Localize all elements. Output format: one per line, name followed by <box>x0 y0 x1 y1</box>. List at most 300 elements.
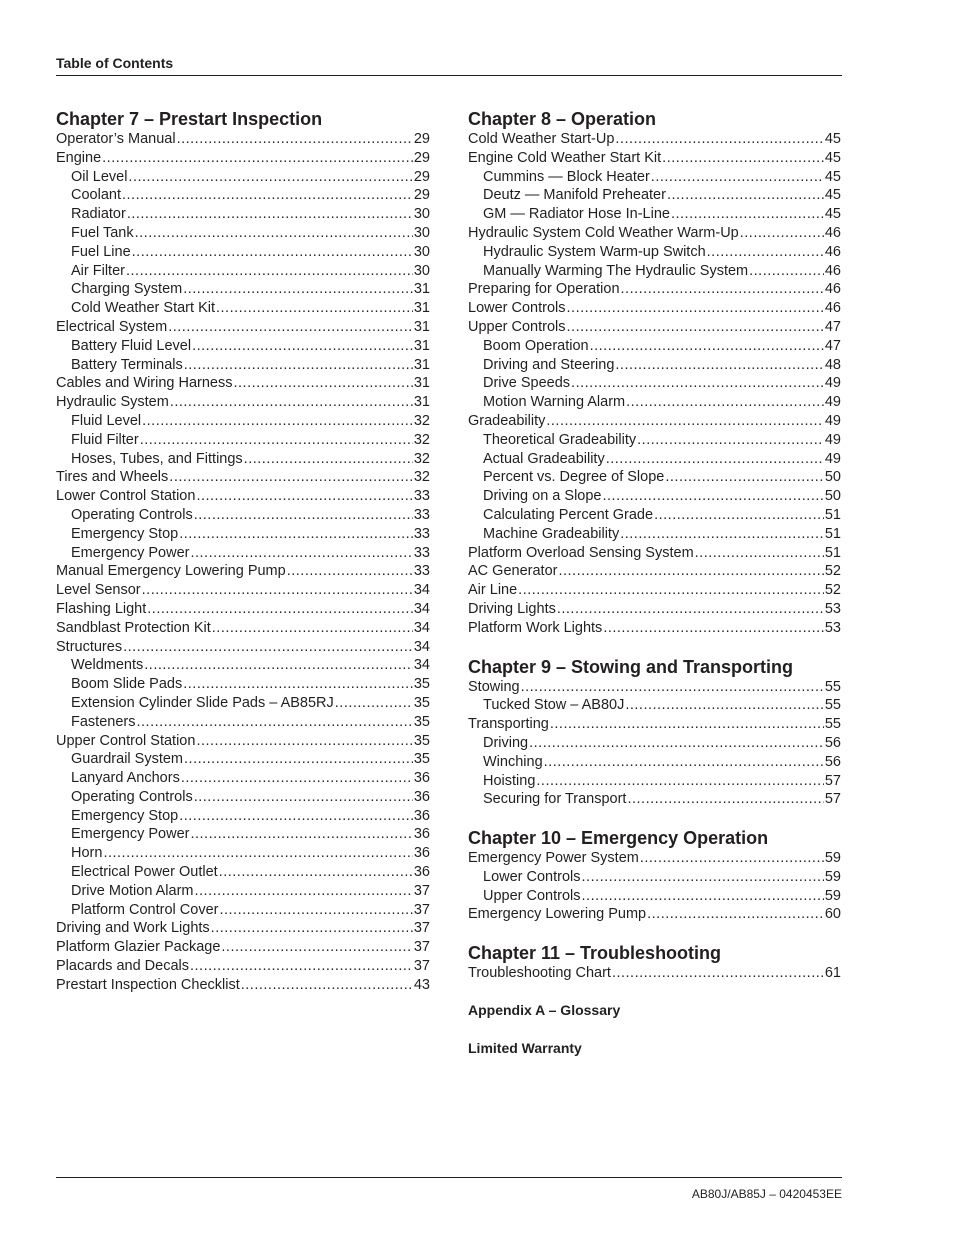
dot-leader <box>181 769 413 788</box>
dot-leader <box>184 750 413 769</box>
toc-entry-title: Level Sensor <box>56 582 141 599</box>
toc-entry-title: Hydraulic System <box>56 394 169 411</box>
toc-entry-title: Operating Controls <box>71 506 193 523</box>
footer-document-id: AB80J/AB85J – 0420453EE <box>691 1187 842 1201</box>
toc-entry[interactable] <box>468 600 841 619</box>
toc-entry-page: 33 <box>413 506 430 523</box>
toc-entry[interactable] <box>468 299 841 318</box>
toc-entry-title: Fasteners <box>71 713 136 730</box>
dot-leader <box>615 130 823 149</box>
toc-entry[interactable] <box>468 186 841 205</box>
toc-entry[interactable] <box>468 964 841 983</box>
toc-entry-page: 35 <box>413 732 430 749</box>
toc-entry[interactable] <box>468 868 841 887</box>
toc-entry[interactable] <box>468 544 841 563</box>
toc-entry[interactable] <box>56 318 430 337</box>
toc-entry[interactable] <box>56 600 430 619</box>
toc-entry[interactable] <box>56 713 430 732</box>
toc-entry-title: Lower Control Station <box>56 488 196 505</box>
toc-entry[interactable] <box>468 468 841 487</box>
toc-entry-title: Boom Slide Pads <box>71 676 183 693</box>
toc-entry[interactable] <box>468 581 841 600</box>
dot-leader <box>142 412 413 431</box>
dot-leader <box>128 168 412 187</box>
toc-entry-title: Manually Warming The Hydraulic System <box>483 262 749 279</box>
toc-entry-page: 35 <box>413 713 430 730</box>
toc-entry-page: 31 <box>413 300 430 317</box>
dot-leader <box>170 393 413 412</box>
dot-leader <box>140 431 413 450</box>
dot-leader <box>241 976 413 995</box>
chapter-section <box>468 827 841 924</box>
toc-entry[interactable] <box>468 280 841 299</box>
toc-entry-page: 47 <box>824 337 841 354</box>
dot-leader <box>183 675 413 694</box>
toc-entry-title: Cables and Wiring Harness <box>56 375 233 392</box>
toc-entry-title: Guardrail System <box>71 751 184 768</box>
toc-entry[interactable] <box>468 262 841 281</box>
toc-entry-title: Emergency Lowering Pump <box>468 906 647 923</box>
dot-leader <box>647 905 824 924</box>
toc-entry-page: 52 <box>824 563 841 580</box>
dot-leader <box>590 337 824 356</box>
toc-entry-title: Electrical System <box>56 318 168 335</box>
dot-leader <box>571 374 824 393</box>
dot-leader <box>582 887 824 906</box>
toc-entry[interactable] <box>468 849 841 868</box>
toc-entry[interactable] <box>56 205 430 224</box>
dot-leader <box>518 581 824 600</box>
toc-entry-title: Drive Speeds <box>483 375 571 392</box>
dot-leader <box>740 224 824 243</box>
dot-leader <box>194 882 412 901</box>
toc-entry-page: 45 <box>824 149 841 166</box>
dot-leader <box>122 186 413 205</box>
toc-entry-page: 55 <box>824 697 841 714</box>
toc-entry[interactable] <box>56 788 430 807</box>
toc-entry-page: 59 <box>824 850 841 867</box>
dot-leader <box>179 807 413 826</box>
toc-entry-title: Driving on a Slope <box>483 488 602 505</box>
toc-entry-list <box>56 130 430 995</box>
toc-entry-page: 32 <box>413 469 430 486</box>
toc-entry-page: 33 <box>413 525 430 542</box>
toc-entry-title: Transporting <box>468 716 549 733</box>
dot-leader <box>654 506 824 525</box>
toc-entry[interactable] <box>468 562 841 581</box>
dot-leader <box>567 299 824 318</box>
toc-entry-page: 55 <box>824 678 841 695</box>
toc-entry-title: Emergency Power <box>71 826 190 843</box>
toc-entry-title: Lanyard Anchors <box>71 770 180 787</box>
dot-leader <box>126 262 413 281</box>
toc-entry[interactable] <box>56 638 430 657</box>
dot-leader <box>550 715 824 734</box>
toc-entry-page: 51 <box>824 525 841 542</box>
dot-leader <box>287 562 413 581</box>
toc-entry-page: 37 <box>413 939 430 956</box>
toc-entry[interactable] <box>56 280 430 299</box>
toc-entry[interactable] <box>56 374 430 393</box>
toc-entry-title: Structures <box>56 638 123 655</box>
toc-entry[interactable] <box>468 224 841 243</box>
toc-entry-title: Emergency Stop <box>71 807 179 824</box>
toc-entry-page: 34 <box>413 619 430 636</box>
toc-entry-title: Emergency Power <box>71 544 190 561</box>
toc-entry-page: 31 <box>413 337 430 354</box>
toc-entry-title: Cold Weather Start Kit <box>71 300 215 317</box>
toc-entry-page: 34 <box>413 582 430 599</box>
toc-entry[interactable] <box>468 356 841 375</box>
toc-entry-page: 30 <box>413 262 430 279</box>
toc-entry[interactable] <box>56 337 430 356</box>
toc-entry[interactable] <box>56 149 430 168</box>
toc-entry-page: 53 <box>824 619 841 636</box>
toc-entry-page: 29 <box>413 149 430 166</box>
toc-entry-title: Cold Weather Start-Up <box>468 131 615 147</box>
dot-leader <box>219 901 412 920</box>
toc-entry[interactable] <box>56 431 430 450</box>
toc-entry-page: 37 <box>413 958 430 975</box>
toc-entry-page: 57 <box>824 772 841 789</box>
dot-leader <box>557 600 824 619</box>
dot-leader <box>196 732 412 751</box>
toc-entry-title: Operating Controls <box>71 788 193 805</box>
toc-entry[interactable] <box>56 224 430 243</box>
toc-entry[interactable] <box>468 506 841 525</box>
toc-entry[interactable] <box>468 772 841 791</box>
dot-leader <box>132 243 413 262</box>
dot-leader <box>144 656 413 675</box>
toc-entry-page: 51 <box>824 544 841 561</box>
toc-entry-page: 30 <box>413 243 430 260</box>
toc-entry[interactable] <box>56 694 430 713</box>
toc-right-column <box>468 108 841 1057</box>
dot-leader <box>529 734 824 753</box>
toc-entry-title: Gradeability <box>468 412 546 429</box>
dot-leader <box>567 318 824 337</box>
toc-entry[interactable] <box>468 887 841 906</box>
dot-leader <box>620 525 824 544</box>
toc-entry-title: Extension Cylinder Slide Pads – AB85RJ <box>71 694 334 711</box>
toc-entry-title: Operator’s Manual <box>56 131 176 147</box>
dot-leader <box>615 356 823 375</box>
toc-entry[interactable] <box>56 863 430 882</box>
dot-leader <box>135 224 413 243</box>
toc-entry-title: Coolant <box>71 187 121 204</box>
toc-entry-title: Emergency Power System <box>468 850 639 867</box>
toc-entry-title: Fuel Tank <box>71 224 134 241</box>
dot-leader <box>627 790 823 809</box>
toc-entry-title: Placards and Decals <box>56 958 189 975</box>
toc-entry-title: Upper Control Station <box>56 732 196 749</box>
page-header-title: Table of Contents <box>56 55 174 71</box>
toc-entry[interactable] <box>468 619 841 638</box>
toc-entry[interactable] <box>56 468 430 487</box>
dot-leader <box>626 393 824 412</box>
toc-entry[interactable] <box>56 506 430 525</box>
toc-entry-title: Stowing <box>468 678 520 695</box>
toc-entry-page: 34 <box>413 600 430 617</box>
toc-entry-list <box>468 678 841 810</box>
toc-entry-title: Manual Emergency Lowering Pump <box>56 563 286 580</box>
dot-leader <box>142 581 413 600</box>
toc-entry[interactable] <box>56 168 430 187</box>
toc-entry-title: Driving and Steering <box>483 356 615 373</box>
toc-entry-title: Oil Level <box>71 168 128 185</box>
toc-entry-page: 50 <box>824 469 841 486</box>
toc-entry-page: 53 <box>824 600 841 617</box>
toc-entry-title: Driving and Work Lights <box>56 920 210 937</box>
toc-entry[interactable] <box>468 525 841 544</box>
toc-entry[interactable] <box>56 450 430 469</box>
toc-entry[interactable] <box>56 957 430 976</box>
chapter-heading[interactable]: Chapter 7 – Prestart Inspection <box>56 109 323 129</box>
toc-entry-title: Weldments <box>71 657 144 674</box>
dot-leader <box>667 186 824 205</box>
dot-leader <box>127 205 413 224</box>
toc-entry-page: 34 <box>413 638 430 655</box>
dot-leader <box>621 280 824 299</box>
toc-entry[interactable] <box>468 205 841 224</box>
toc-entry-page: 59 <box>824 887 841 904</box>
toc-entry[interactable] <box>56 919 430 938</box>
toc-entry-title: Lower Controls <box>468 300 566 317</box>
toc-entry-page: 49 <box>824 412 841 429</box>
chapter-heading[interactable]: Chapter 11 – Troubleshooting <box>468 943 722 964</box>
toc-entry[interactable] <box>468 243 841 262</box>
dot-leader <box>603 619 824 638</box>
toc-entry-page: 31 <box>413 318 430 335</box>
toc-entry-page: 37 <box>413 882 430 899</box>
toc-entry-page: 45 <box>824 168 841 185</box>
toc-entry[interactable] <box>468 374 841 393</box>
toc-entry[interactable] <box>468 487 841 506</box>
toc-entry[interactable] <box>56 412 430 431</box>
toc-entry[interactable] <box>56 976 430 995</box>
toc-entry-page: 35 <box>413 751 430 768</box>
chapter-heading[interactable]: Chapter 8 – Operation <box>468 109 657 129</box>
toc-entry-page: 36 <box>413 864 430 881</box>
toc-entry-title: Boom Operation <box>483 337 589 354</box>
dot-leader <box>335 694 413 713</box>
toc-entry-page: 46 <box>824 243 841 260</box>
dot-leader <box>211 919 413 938</box>
toc-entry[interactable] <box>468 715 841 734</box>
appendix-heading[interactable]: Appendix A – Glossary <box>468 1002 621 1019</box>
chapter-section <box>468 108 841 638</box>
toc-entry-page: 46 <box>824 300 841 317</box>
toc-entry[interactable] <box>468 678 841 697</box>
toc-entry-title: Hoses, Tubes, and Fittings <box>71 450 243 467</box>
toc-entry-page: 31 <box>413 281 430 298</box>
toc-entry[interactable] <box>56 844 430 863</box>
toc-entry[interactable] <box>56 356 430 375</box>
toc-entry-title: Hydraulic System Cold Weather Warm-Up <box>468 224 739 241</box>
appendix-heading[interactable]: Limited Warranty <box>468 1040 582 1057</box>
toc-entry-page: 57 <box>824 791 841 808</box>
toc-entry[interactable] <box>56 656 430 675</box>
toc-entry-title: Charging System <box>71 281 183 298</box>
toc-entry-title: Calculating Percent Grade <box>483 506 654 523</box>
toc-entry[interactable] <box>56 186 430 205</box>
toc-entry-title: Fluid Level <box>71 412 142 429</box>
dot-leader <box>536 772 823 791</box>
toc-entry[interactable] <box>56 901 430 920</box>
toc-entry[interactable] <box>56 562 430 581</box>
toc-entry-page: 36 <box>413 788 430 805</box>
toc-entry-page: 31 <box>413 356 430 373</box>
dot-leader <box>169 468 413 487</box>
toc-entry[interactable] <box>56 544 430 563</box>
dot-leader <box>190 544 412 563</box>
toc-entry-page: 49 <box>824 450 841 467</box>
dot-leader <box>184 356 413 375</box>
toc-entry-title: Lower Controls <box>483 868 581 885</box>
toc-entry[interactable] <box>56 525 430 544</box>
toc-entry[interactable] <box>56 393 430 412</box>
toc-entry[interactable] <box>56 243 430 262</box>
dot-leader <box>662 149 824 168</box>
toc-entry[interactable] <box>56 619 430 638</box>
toc-entry-page: 49 <box>824 431 841 448</box>
dot-leader <box>244 450 413 469</box>
toc-entry-title: Securing for Transport <box>483 791 627 808</box>
toc-entry[interactable] <box>56 487 430 506</box>
dot-leader <box>212 619 413 638</box>
toc-entry-title: Percent vs. Degree of Slope <box>483 469 665 486</box>
toc-entry-title: Sandblast Protection Kit <box>56 619 211 636</box>
toc-entry-page: 37 <box>413 901 430 918</box>
toc-entry-page: 50 <box>824 488 841 505</box>
dot-leader <box>234 374 413 393</box>
toc-entry-title: Emergency Stop <box>71 525 179 542</box>
toc-entry[interactable] <box>468 412 841 431</box>
toc-entry-page: 30 <box>413 206 430 223</box>
toc-entry-title: Platform Control Cover <box>71 901 219 918</box>
dot-leader <box>190 825 412 844</box>
dot-leader <box>546 412 823 431</box>
footer-divider <box>56 1177 842 1178</box>
toc-entry[interactable] <box>468 318 841 337</box>
dot-leader <box>221 938 412 957</box>
toc-entry-list <box>468 964 841 983</box>
dot-leader <box>196 487 412 506</box>
toc-entry[interactable] <box>468 393 841 412</box>
toc-entry-title: Radiator <box>71 206 126 223</box>
toc-entry[interactable] <box>56 938 430 957</box>
toc-entry[interactable] <box>56 581 430 600</box>
dot-leader <box>544 753 824 772</box>
toc-entry[interactable] <box>468 905 841 924</box>
toc-entry-title: Horn <box>71 845 103 862</box>
toc-entry[interactable] <box>468 696 841 715</box>
toc-entry-page: 60 <box>824 906 841 923</box>
toc-entry[interactable] <box>56 750 430 769</box>
dot-leader <box>179 525 413 544</box>
toc-entry[interactable] <box>56 262 430 281</box>
toc-entry-title: Engine <box>56 149 102 166</box>
toc-entry-page: 59 <box>824 868 841 885</box>
toc-entry-title: Air Line <box>468 582 518 599</box>
toc-entry-page: 33 <box>413 544 430 561</box>
toc-entry-page: 45 <box>824 206 841 223</box>
toc-entry[interactable] <box>468 790 841 809</box>
toc-entry-page: 32 <box>413 450 430 467</box>
chapter-heading[interactable]: Chapter 9 – Stowing and Transporting <box>468 656 794 677</box>
chapter-section <box>468 656 841 810</box>
toc-entry[interactable] <box>56 807 430 826</box>
toc-entry-page: 29 <box>413 168 430 185</box>
toc-entry[interactable] <box>468 431 841 450</box>
toc-entry-title: Cummins — Block Heater <box>483 168 650 185</box>
toc-entry-page: 36 <box>413 807 430 824</box>
toc-entry[interactable] <box>468 337 841 356</box>
toc-entry-page: 51 <box>824 506 841 523</box>
toc-entry-page: 55 <box>824 716 841 733</box>
dot-leader <box>183 280 413 299</box>
toc-entry-title: Preparing for Operation <box>468 281 620 298</box>
toc-entry[interactable] <box>468 168 841 187</box>
toc-entry-title: Platform Overload Sensing System <box>468 544 694 561</box>
toc-entry[interactable] <box>468 734 841 753</box>
toc-entry-page: 52 <box>824 582 841 599</box>
dot-leader <box>194 788 413 807</box>
toc-entry-title: Platform Glazier Package <box>56 939 221 956</box>
dot-leader <box>749 262 824 281</box>
toc-entry[interactable] <box>56 299 430 318</box>
dot-leader <box>177 130 413 149</box>
toc-entry[interactable] <box>56 769 430 788</box>
toc-entry-title: Battery Fluid Level <box>71 337 192 354</box>
dot-leader <box>521 678 824 697</box>
toc-entry[interactable] <box>56 130 430 149</box>
toc-entry-page: 29 <box>413 131 430 147</box>
header-divider <box>56 75 842 76</box>
toc-entry-page: 56 <box>824 734 841 751</box>
dot-leader <box>606 450 824 469</box>
toc-entry[interactable] <box>56 675 430 694</box>
dot-leader <box>695 544 824 563</box>
toc-entry[interactable] <box>56 882 430 901</box>
toc-entry-page: 35 <box>413 694 430 711</box>
toc-entry-title: Prestart Inspection Checklist <box>56 976 240 993</box>
toc-entry-title: Tucked Stow – AB80J <box>483 697 625 714</box>
toc-entry-page: 33 <box>413 563 430 580</box>
toc-entry-title: Platform Work Lights <box>468 619 603 636</box>
toc-entry[interactable] <box>56 732 430 751</box>
chapter-heading[interactable]: Chapter 10 – Emergency Operation <box>468 828 769 849</box>
dot-leader <box>582 868 824 887</box>
toc-entry-page: 46 <box>824 224 841 241</box>
toc-entry-page: 31 <box>413 375 430 392</box>
dot-leader <box>123 638 413 657</box>
toc-entry[interactable] <box>468 753 841 772</box>
toc-entry-page: 32 <box>413 412 430 429</box>
toc-entry[interactable] <box>56 825 430 844</box>
dot-leader <box>194 506 413 525</box>
chapter-section <box>468 942 841 983</box>
toc-entry-title: Theoretical Gradeability <box>483 431 637 448</box>
toc-entry-title: Actual Gradeability <box>483 450 605 467</box>
toc-entry[interactable] <box>468 130 841 149</box>
dot-leader <box>707 243 824 262</box>
toc-entry[interactable] <box>468 149 841 168</box>
dot-leader <box>637 431 824 450</box>
toc-entry[interactable] <box>468 450 841 469</box>
toc-entry-page: 36 <box>413 845 430 862</box>
dot-leader <box>603 487 824 506</box>
